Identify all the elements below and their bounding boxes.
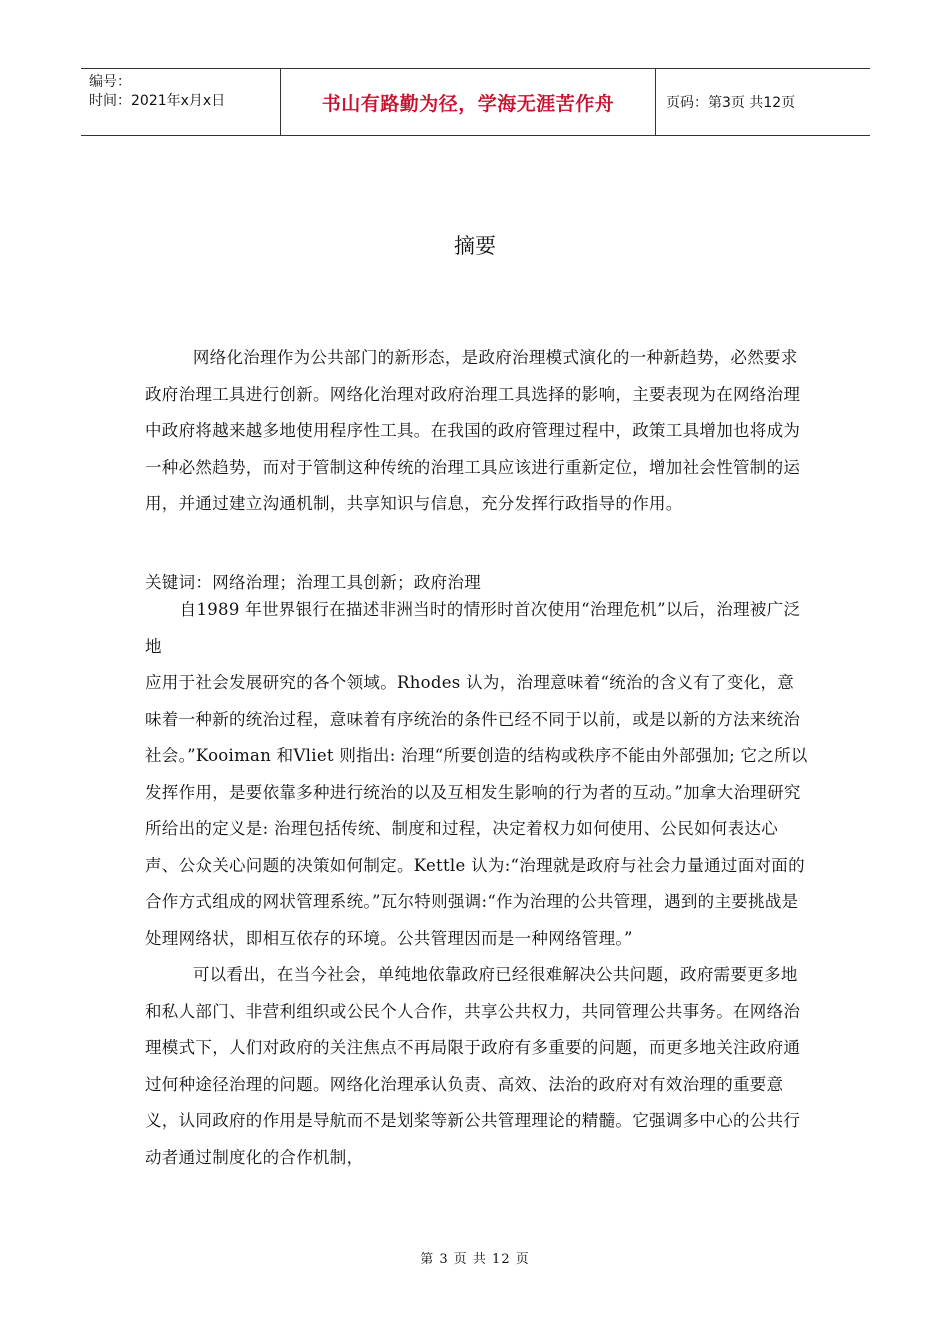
abstract-paragraph: 网络化治理作为公共部门的新形态，是政府治理模式演化的一种新趋势，必然要求政府治理工具进行创新。网络化治理对政府治理工具选择的影响，主要表现为在网络治理中政府将越来越多地使用程序性工具。在我国的政府管理过程中，政策工具增加也将成为一种必然趋势，而对于管制这种传统的治理工具应该进行重新定位，增加社会性管制的运用，并通过建立沟通机制，共享知识与信息，充分发挥行政指导的作用。 <box>145 348 801 513</box>
intro-block <box>145 592 810 665</box>
keywords-value: 网络治理；治理工具创新；政府治理 <box>212 573 482 592</box>
body-paragraph-1: 应用于社会发展研究的各个领域。Rhodes 认为，治理意味着“统治的含义有了变化，意味着一种新的统治过程，意味着有序统治的条件已经不同于以前，或是以新的方法来统治社会。”Kooiman 和Vliet 则指出: 治理“所要创造的结构或秩序不能由外部强加; 它之所以发挥作用，是要依靠多种进行统治的以及互相发生影响的行为者的互动。”加拿大治理研究所给出的定义是: 治理包括传统、制度和过程，决定着权力如何使用、公民如何表达心声、公众关心问题的决策如何制定。Kettle 认为:“治理就是政府与社会力量通过面对面的合作方式组成的网状管理系统。”瓦尔特则强调:“作为治理的公共管理，遇到的主要挑战是处理网络状，即相互依存的环境。公共管理因而是一种网络管理。” <box>145 673 808 948</box>
document-title: 摘要 <box>454 234 496 258</box>
header-page-info: 页码：第3页 共12页 <box>666 95 796 111</box>
keywords-label: 关键词： <box>145 573 213 592</box>
header-motto: 书山有路勤为径，学海无涯苦作舟 <box>281 69 656 135</box>
intro-paragraph: 自1989 年世界银行在描述非洲当时的情形时首次使用“治理危机”以后，治理被广泛地 <box>145 600 801 656</box>
number-label: 编号： <box>89 74 131 90</box>
page-footer: 第 3 页 共 12 页 <box>420 1252 530 1267</box>
abstract-block <box>145 340 810 523</box>
time-label: 时间：2021年x月x日 <box>89 93 226 109</box>
header-meta <box>81 69 281 135</box>
body-block <box>145 665 810 1176</box>
page-header <box>81 68 870 136</box>
body-paragraph-2: 可以看出，在当今社会，单纯地依靠政府已经很难解决公共问题，政府需要更多地和私人部门、非营利组织或公民个人合作，共享公共权力，共同管理公共事务。在网络治理模式下，人们对政府的关注焦点不再局限于政府有多重要的问题，而更多地关注政府通过何种途径治理的问题。网络化治理承认负责、高效、法治的政府对有效治理的重要意义，认同政府的作用是导航而不是划桨等新公共管理理论的精髓。它强调多中心的公共行动者通过制度化的合作机制， <box>145 965 801 1167</box>
